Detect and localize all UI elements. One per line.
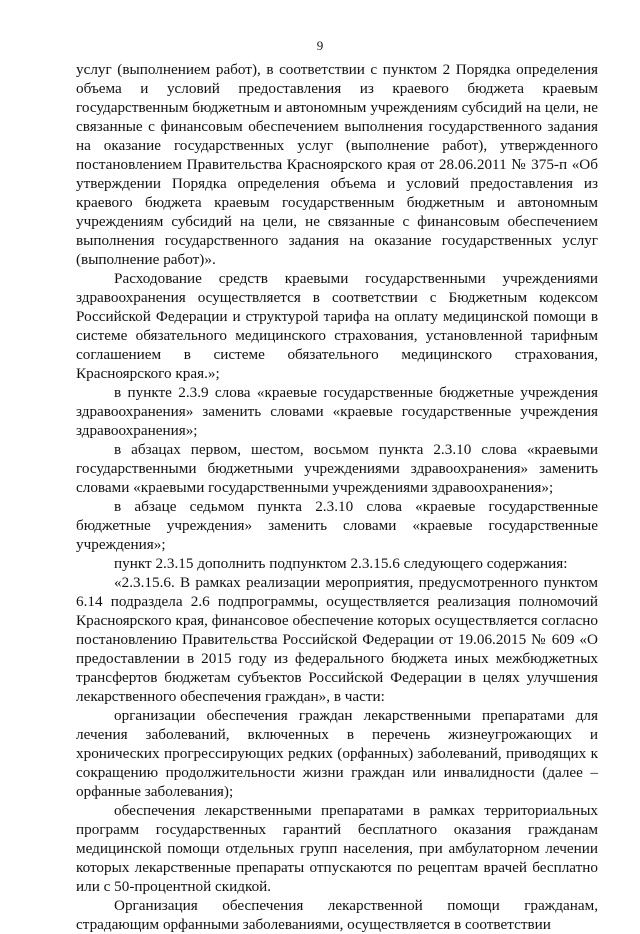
document-body bbox=[76, 60, 598, 934]
paragraph-orphan-diseases: организации обеспечения граждан лекарственными препаратами для лечения заболеваний, включенных в перечень жизнеугрожающих и хронических прогрессирующих редких (орфанных) заболеваний, приводящих к сокращению продолжительности жизни граждан или инвалидности (далее – орфанные заболевания); bbox=[76, 707, 598, 800]
paragraph-continuation: услуг (выполнением работ), в соответствии с пунктом 2 Порядка определения объема и условий предоставления из краевого бюджета краевым государственным бюджетным и автономным учреждениям субсидий на цели, не связанные с финансовым обеспечением выполнения государственного задания на оказание государственных услуг (выполнение работ), утвержденного постановлением Правительства Красноярского края от 28.06.2011 № 375-п «Об утверждении Порядка определения объема и условий предоставления из краевого бюджета краевым государственным бюджетным и автономным учреждениям субсидий на цели, не связанные с финансовым обеспечением выполнения государственного задания на оказание государственных услуг (выполнение работ)». bbox=[76, 61, 598, 268]
paragraph-organization: Организация обеспечения лекарственной помощи гражданам, страдающим орфанными заболеваниями, осуществляется в соответствии bbox=[76, 897, 598, 933]
page-number: 9 bbox=[316, 38, 324, 53]
paragraph-amendment-2-3-15: пункт 2.3.15 дополнить подпунктом 2.3.15.6 следующего содержания: bbox=[114, 555, 568, 572]
paragraph-amendment-2-3-10-seventh: в абзаце седьмом пункта 2.3.10 слова «краевые государственные бюджетные учреждения» заменить словами «краевые государственные учреждения»; bbox=[76, 498, 598, 553]
paragraph-amendment-2-3-9: в пункте 2.3.9 слова «краевые государственные бюджетные учреждения здравоохранения» заменить словами «краевые государственные учреждения здравоохранения»; bbox=[76, 384, 598, 439]
paragraph-drug-provision: обеспечения лекарственными препаратами в рамках территориальных программ государственных гарантий бесплатного оказания гражданам медицинской помощи отдельных групп населения, при амбулаторном лечении которых лекарственные препараты отпускаются по рецептам врачей бесплатно или с 50-процентной скидкой. bbox=[76, 802, 598, 895]
paragraph-expenditure: Расходование средств краевыми государственными учреждениями здравоохранения осуществляется в соответствии с Бюджетным кодексом Российской Федерации и структурой тарифа на оплату медицинской помощи в системе обязательного медицинского страхования, установленной тарифным соглашением в системе обязательного медицинского страхования, Красноярского края.»; bbox=[76, 270, 598, 382]
paragraph-subitem-2-3-15-6: «2.3.15.6. В рамках реализации мероприятия, предусмотренного пунктом 6.14 подраздела 2.6 подпрограммы, осуществляется реализация полномочий Красноярского края, финансовое обеспечение которых осуществляется согласно постановлению Правительства Российской Федерации от 19.06.2015 № 609 «О предоставлении в 2015 году из федерального бюджета иных межбюджетных трансфертов бюджетам субъектов Российской Федерации в целях улучшения лекарственного обеспечения граждан», в части: bbox=[76, 574, 598, 705]
paragraph-amendment-2-3-10-first: в абзацах первом, шестом, восьмом пункта 2.3.10 слова «краевыми государственными бюджетными учреждениями здравоохранения» заменить словами «краевыми государственными учреждениями здравоохранения»; bbox=[76, 441, 598, 496]
